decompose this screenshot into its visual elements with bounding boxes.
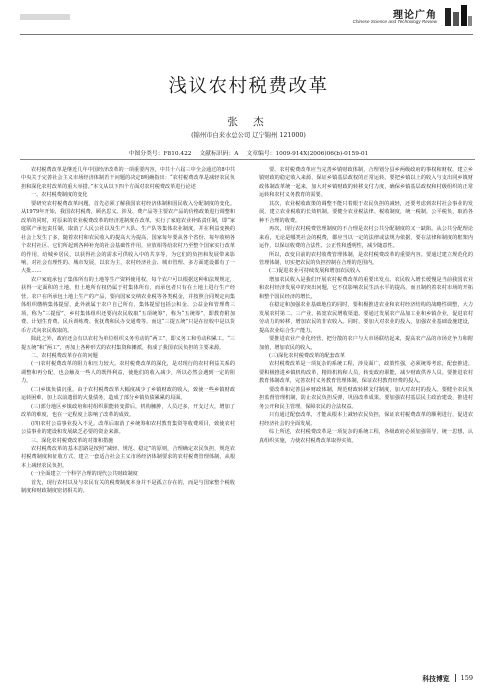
page-footer [422,673,473,683]
body-paragraph: (三)部分地区乡镇政府和村组织职能转变滞后，机构臃肿，人员过多，开支过大，增加了改革的难度，也在一定程度上影响了改革的成效。 [21,403,235,419]
body-paragraph: 农户家庭承包了集体所有的土地等生产资料使用权，每个农户可以根据这种和法规规定，获得一定面积的土地，但土地所有权仍属于村集体所有，而承包者只有在土地上进行生产经营，农户在所承包土地上生产的产品，要向国家交纳农业税等各类税金，并按照合同规定向集体组织缴纳集体提留，此外就属于农户自己所有，集体提留包括公积金、公益金和管理费三项，称为“三提留”，乡村集体组织还要向农民收取“五项统筹”，称为“五统筹”，即教育附加费、计划生育费、民兵训练费、优抚费和民办交通费等。而这“三提五统”只是在征收中是以货币方式向农民收取的。 [21,276,235,334]
body-paragraph: 农村税费改革是继近几年中国经济改革的一项重要内容，中共十六届三中全会通过的8中共中央关于完善社会主义市场经济体制若干问题的决定8明确指出：“农村税费改革是减轻农民负担和深化农村改革的重大举措。”本文从以下四个方面对农村税费改革进行论述 [21,167,235,190]
body-paragraph: 在稳定和加强农业基础地位的同时，要积极推进农业和农村经济结构的战略性调整，大力发展农村第二、三产业，拓宽农民增收渠道。要通过发展农产品加工业和乡镇企业，促进农村劳动力的转移，增加农民的非农收入。同时，要加大对农业的投入，加强农业基础设施建设，提高农业综合生产能力。 [259,302,473,334]
section-heading: (一)全面建立一个科学合理的现代公共财政制度 [31,471,138,478]
article-id: 文章编号：1009-914X(2006)06(b)-0159-01 [246,151,369,157]
document-code: 文献标识码：A [199,151,239,157]
section-heading: (三)深化农村税费改革的配套改革 [269,352,345,359]
right-column [259,166,473,445]
author-name: 张 杰 [227,116,270,128]
page-number: 159 [460,674,473,682]
body-paragraph: 综上所述，农村税费改革是一项复杂的系统工程，各级政府必须加强领导，统一思想，认真组织实施，力使农村税费改革取得实效。 [259,429,473,444]
body-paragraph: 要改革和完善县乡财政体制，规范财政转移支付制度，加大对农村的投入。要健全农民负担监督管理机制，防止农民负担反弹，巩固改革成果。要加强农村基层民主政治建设，推进村务公开和民主管理，保障农民的合法权益。 [259,386,473,410]
section-heading: 二、农村税费改革存在的问题 [31,352,98,359]
body-paragraph: (一)农村税费改革的阻力和压力较大。农村税费改革的深化，是对现行的农村利益关系的调整和再分配，也会触及一些人的既得利益，使他们的收入减少，所以必然会遇到一定的阻力。 [21,361,235,385]
body-paragraph: 再次，现行农村税费管理制度的不合理是农村公共分配制度的又一缺陷。从公共分配理论来看，无论是哪类社会的税费，都应当以一定的法律或法规为依据，要在法律和制度的框架内运作，以保证收费的合法性、公正性和透明性，减少随意性。 [259,226,473,250]
body-paragraph: 农村税费改革的基本思路是按照“减轻、规范、稳定”的原则，合理确定农民负担，规范农村税费制度和征收方式，建立一套适合社会主义市场经济体制要求的农村税费管理体制，从根本上减轻农民负担。 [21,445,235,469]
body-paragraph: 其次，农业税收政策的调整不能只着眼于农民负担的减轻，还要考虑到农村社会事业的发展，建立农业税收的长效机制。要健全农业税法律、税收制度，统一税制，公平税负，取消各种不合理的收费。 [259,200,473,224]
header-decor-bar [20,14,70,20]
body-paragraph: (二)乡镇负债沉重。由于农村税费改革大幅度减少了乡镇财政的收入，致使一些乡镇财政运转困难，加上以前遗留的大量债务，造成了部分乡镇负债累累的局面。 [21,386,235,402]
body-paragraph: 要、农村税费改革应当完善乡镇财政体制，合理划分县乡两级政府的事权和财权，建立乡镇财政的稳定收入来源，保证乡镇基层政权的正常运转。要把乡镇以上的收入与支出同乡镇财政体制改革统一起来，加大对乡镇财政的转移支付力度，确保乡镇基层政权和村级组织的正常运转和农村义务教育的需要。 [259,167,473,199]
section-title: 理论广角 [393,10,437,21]
section-heading: 三、深化农村税费改革的对策和措施 [31,437,114,444]
body-paragraph: 首先，现行农村以及与农民有关的税费制度本身并不是孤立存在的，而是与国家整个税收制度和财政制度密切相关的。 [21,479,235,495]
section-subtitle: Chinese Science and Technology Review [352,19,437,24]
body-paragraph: 增加农民收入是我们开展农村税费改革的重要出发点。农民收入增长缓慢是当前我国农业和农村经济发展中的突出问题，它不仅影响农民生活水平的提高，而且制约着农村市场的开拓和整个国民经济的增长。 [259,276,473,300]
footer-divider [455,674,456,682]
section-heading: 一、农村税费制度的变化 [31,192,88,199]
body-paragraph: 只有通过配套改革，才能从根本上减轻农民负担，保证农村税费改革的顺利进行，促进农村经济社会的全面发展。 [259,412,473,427]
meta-rule [20,159,475,160]
body-paragraph: (四)农村公益事业投入不足。改革后取消了乡统筹和农村教育集资等收费项目，致使农村公益事业的建设和发展缺乏必要的资金来源。 [21,420,235,436]
clc-number: 中图分类号：F810.422 [128,151,192,157]
body-paragraph: 要推进农业产业化经营，把分散的农户与大市场联结起来，提高农产品的市场竞争力和附加值，增加农民的收入。 [259,336,473,351]
body-paragraph: 所以，改变目前的农村收费管理体制，是农村税费改革的重要内容。要通过建立规范化的管理体制，切实把农民的负担控制在合理的范围内。 [259,251,473,266]
header-rule [20,34,473,35]
article-title: 浅议农村税费改革 [168,76,329,97]
body-paragraph: 除此之外，政府还会有以农村为单位组织义务劳动的“两工”，即义务工和劳动积累工。“三提五统”和“两工”，再加上各种形式的农村集资和摊派，构成了我国农民负担的主要来源。 [21,336,235,351]
author-affiliation: (锦州市白来水总公司 辽宁锦州 121000) [191,132,306,139]
article-meta [0,148,497,157]
body-paragraph: 要研究农村税费改革问题，首先必须了解我国农村经济体制和国民收入分配制度的变化。从1979年开始，我国农村税费，顾名思义、涉及、费产品等主要农产品的价格政策进行调整和改革的同时，对原来的农业税费改革的经济进制度在改革，实行了家庭农业补贴责任制，即“家庭联产承包责任制，取消了人民公社以及生产大队、生产队等集体农业制度，并在利益变换的社会上发生了多，随着农村和农民收入的提高大为提高，国家每年要从各个省份、每年收纳各个农村社区、它们所起到各种补充的社会基础性作用，应放相等给农村乃至整个国家实行改革的作用，给城乡居民，以获得社会的需求可供收入中的共享等，为它们的负担和发展带来影响，对社会有理性的、城市发展，以农为主，农村经济社会、城市管理、多方面建设都有了一大批…… [21,200,235,275]
stacked-columns-icon [443,4,473,28]
body-paragraph: 农村税费改革是一项复杂的系统工程，涉及面广，政策性强，必须统筹考虑，配套推进。要积极推进乡镇机构改革，精简机构和人员，转变政府职能，减少财政供养人员。要推进农村教育体制改革，完善农村义务教育管理体制，保证农村教育经费的投入。 [259,361,473,385]
section-heading: (二)促进农业可持续发展和增加农民收入 [269,268,361,275]
left-column [21,166,235,496]
journal-name: 科技博览 [422,675,450,683]
